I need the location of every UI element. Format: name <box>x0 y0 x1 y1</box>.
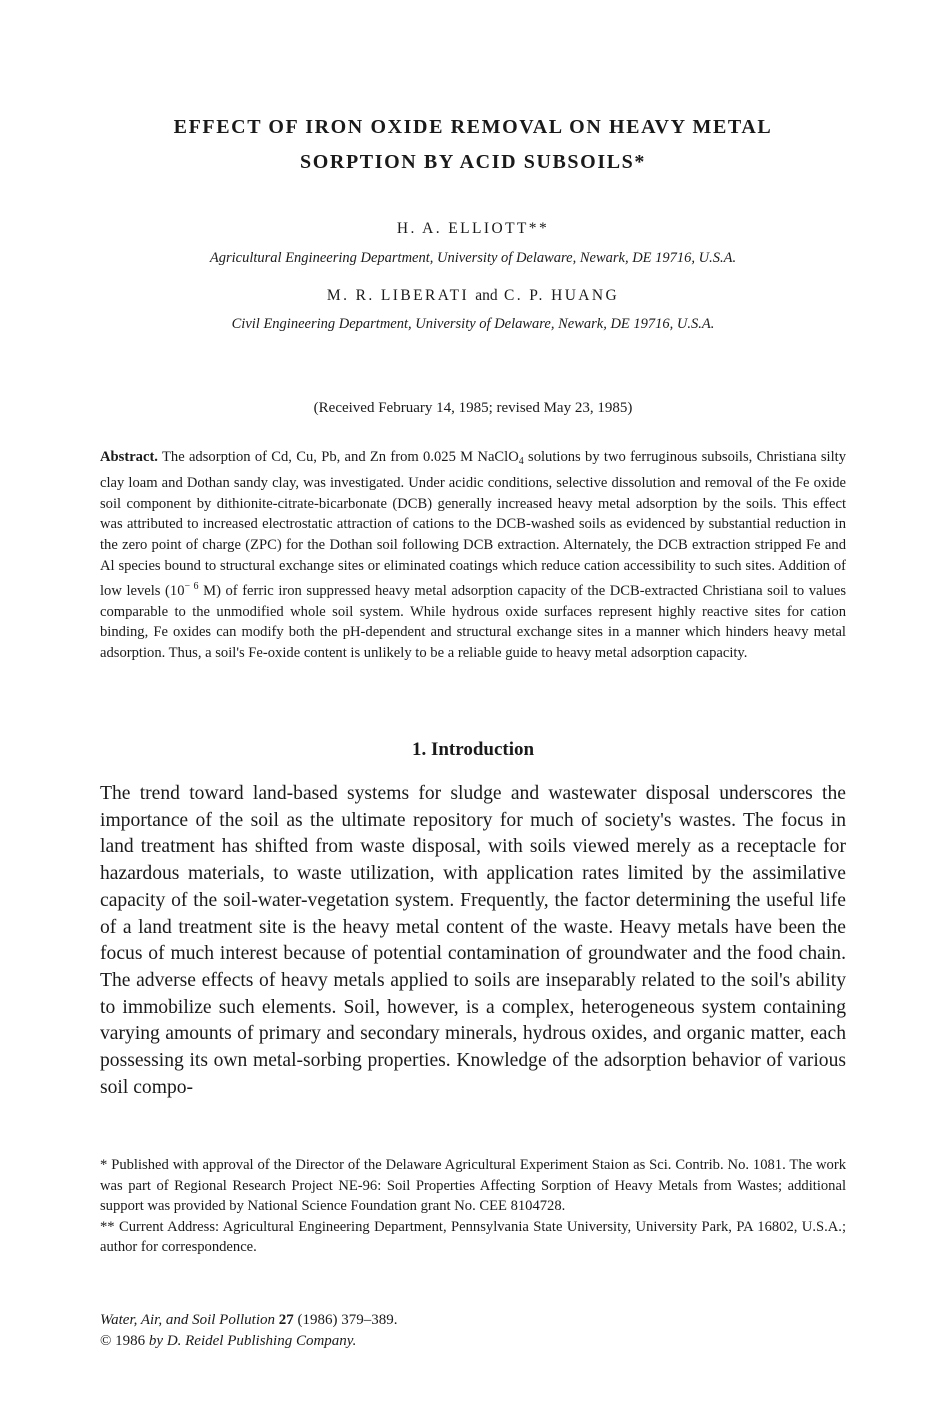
abstract-subscript: 4 <box>518 456 524 467</box>
abstract-text-2: solutions by two ferruginous subsoils, Christiana silty clay loam and Dothan sandy clay, was investigated. Under acidic conditions, selective dissolution and removal of the Fe oxide soil component by dithionite-citrate-bicarbonate (DCB) generally increased heavy metal adsorption by the soils. This effect was attributed to increased electrostatic attraction of cations to the DCB-washed soils as evidenced by substantial reduction in the zero point of charge (ZPC) for the Dothan soil following DCB extraction. Alternately, the DCB extraction stripped Fe and Al species bound to structural exchange sites or eliminated coatings which reduce cation accessibility to such sites. Addition of low levels (10 <box>100 449 846 599</box>
affiliation-1: Agricultural Engineering Department, University of Delaware, Newark, DE 19716, U.S.A. <box>209 250 737 266</box>
author-2-name-2: C. P. HUANG <box>503 287 620 304</box>
journal-name: Water, Air, and Soil Pollution <box>100 1312 276 1328</box>
affiliation-2: Civil Engineering Department, University of Delaware, Newark, DE 19716, U.S.A. <box>231 316 715 332</box>
author-2 <box>100 287 846 305</box>
abstract-label: Abstract. <box>100 449 158 465</box>
citation-line-1 <box>100 1310 846 1331</box>
journal-volume: 27 <box>278 1312 294 1328</box>
publisher: by D. Reidel Publishing Company. <box>148 1333 357 1349</box>
author-2-name-1: M. R. LIBERATI <box>326 287 470 304</box>
journal-citation <box>100 1310 846 1352</box>
footnote-1: * Published with approval of the Director of the Delaware Agricultural Experiment Staion as Sci. Contrib. No. 1081. The work was part of Regional Research Project NE-96: Soil Properties Affecting Sorption of Heavy Metals from Wastes; additional support was provided by National Science Foundation grant No. CEE 8104728. <box>100 1157 846 1214</box>
citation-line-2 <box>100 1331 846 1352</box>
received-dates: (Received February 14, 1985; revised May 23, 1985) <box>313 400 633 416</box>
footnotes <box>100 1155 846 1258</box>
author-2-and: and <box>475 287 498 304</box>
abstract <box>100 447 846 664</box>
title-line-1: EFFECT OF IRON OXIDE REMOVAL ON HEAVY METAL <box>173 116 773 138</box>
abstract-superscript: − 6 <box>184 580 199 592</box>
author-1: H. A. ELLIOTT** <box>396 220 550 237</box>
introduction-text: The trend toward land-based systems for sludge and wastewater disposal underscores the importance of the soil as the ultimate repository for much of society's wastes. The focus in land treatment has shifted from waste disposal, with soils viewed merely as a receptacle for hazardous materials, to waste utilization, with application rates limited by the assimilative capacity of the soil-water-vegetation system. Frequently, the factor determining the useful life of a land treatment site is the heavy metal content of the waste. Heavy metals have been the focus of much interest because of potential contamination of groundwater and the food chain. The adverse effects of heavy metals applied to soils are inseparably related to the soil's ability to immobilize such elements. Soil, however, is a complex, heterogeneous system containing varying amounts of primary and secondary minerals, hydrous oxides, and organic matter, each possessing its own metal-sorbing properties. Knowledge of the adsorption behavior of various soil compo- <box>100 783 846 1098</box>
paper-title <box>100 110 846 180</box>
abstract-text-1: The adsorption of Cd, Cu, Pb, and Zn from 0.025 M NaClO <box>157 449 519 465</box>
journal-pages: (1986) 379–389. <box>293 1312 398 1328</box>
copyright-year: © 1986 <box>100 1333 149 1349</box>
footnote-2: ** Current Address: Agricultural Engineering Department, Pennsylvania State University, University Park, PA 16802, U.S.A.; author for correspondence. <box>100 1218 846 1255</box>
abstract-text-3: M) of ferric iron suppressed heavy metal adsorption capacity of the DCB-extracted Christiana soil to values comparable to the unmodified whole soil system. While hydrous oxide surfaces represent highly reactive sites for cation binding, Fe oxides can modify both the pH-dependent and structural exchange sites in a manner which hinders heavy metal adsorption. Thus, a soil's Fe-oxide content is unlikely to be a reliable guide to heavy metal adsorption capacity. <box>100 582 846 662</box>
section-heading: 1. Introduction <box>411 739 535 760</box>
title-line-2: SORPTION BY ACID SUBSOILS* <box>300 151 646 173</box>
